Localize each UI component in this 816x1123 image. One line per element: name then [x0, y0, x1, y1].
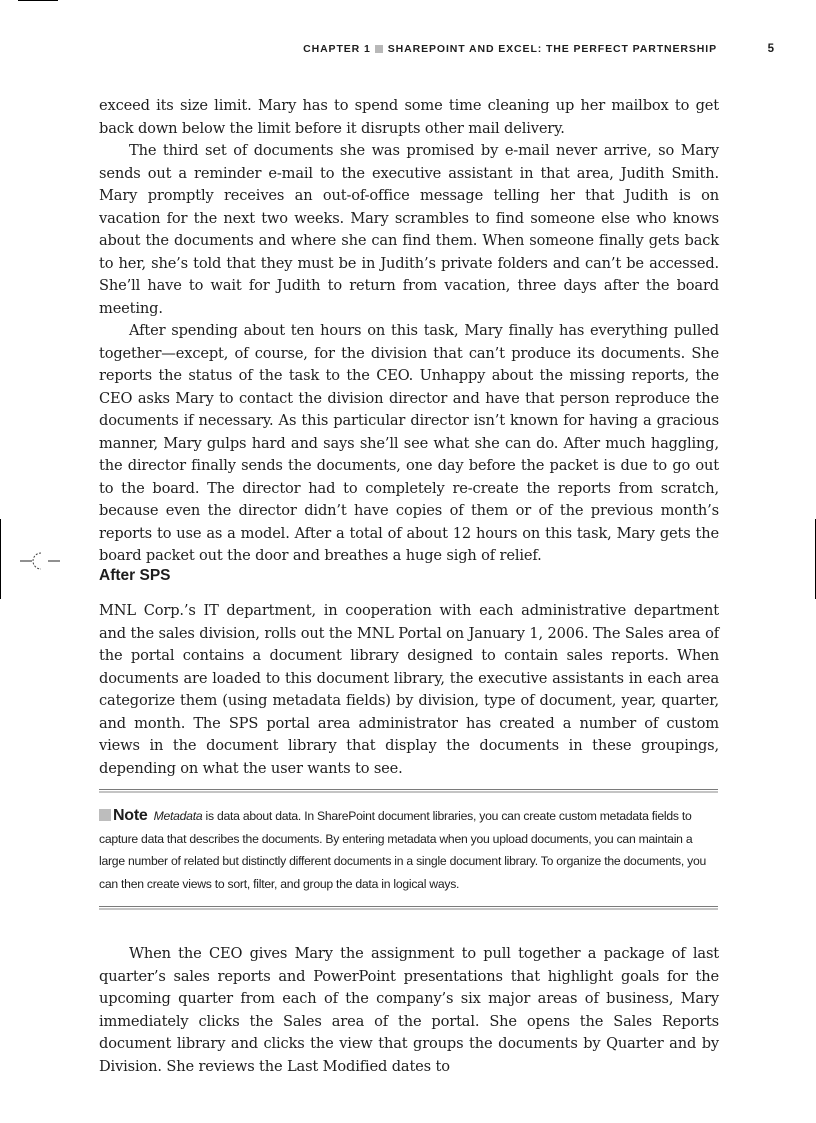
note-term: Metadata	[153, 809, 203, 823]
page-number: 5	[767, 43, 774, 55]
body-text-bottom	[99, 943, 719, 1078]
paragraph: After spending about ten hours on this task, Mary finally has everything pulled together—except, of course, for the division that can’t produce its documents. She reports the status of the task to the CEO. Unhappy about the missing reports, the CEO asks Mary to contact the division director and have that person reproduce the documents if necessary. As this particular director isn’t known for having a gracious manner, Mary gulps hard and says she’ll see what she can do. After much haggling, the director finally sends the documents, one day before the packet is due to go out to the board. The director had to completely re-create the reports from scratch, because even the director didn’t have copies of them or of the previous month’s reports to use as a model. After a total of about 12 hours on this task, Mary gets the board packet out the door and breathes a huge sigh of relief.	[99, 322, 719, 564]
registration-mark-icon	[20, 548, 60, 578]
crop-mark-top-left	[18, 0, 58, 1]
body-text-top	[99, 95, 719, 568]
section-heading: After SPS	[99, 567, 171, 584]
note-square-icon	[99, 809, 111, 821]
separator-square-icon	[375, 45, 383, 53]
paragraph: MNL Corp.’s IT department, in cooperation with each administrative department and the sales division, rolls out the MNL Portal on January 1, 2006. The Sales area of the portal contains a document library designed to contain sales reports. When documents are loaded to this document library, the executive assistants in each area categorize them (using metadata fields) by division, type of document, year, quarter, and month. The SPS portal area administrator has created a number of custom views in the document library that display the documents in these groupings, depending on what the user wants to see.	[99, 602, 719, 777]
note-label: Note	[113, 807, 148, 824]
paragraph: When the CEO gives Mary the assignment to pull together a package of last quarter’s sales reports and PowerPoint presentations that highlight goals for the upcoming quarter from each of the company’s six major areas of business, Mary immediately clicks the Sales area of the portal. She opens the Sales Reports document library and clicks the view that groups the documents by Quarter and by Division. She reviews the Last Modified dates to	[99, 945, 719, 1075]
chapter-title: SHAREPOINT AND EXCEL: THE PERFECT PARTNERSHIP	[387, 43, 717, 55]
paragraph: exceed its size limit. Mary has to spend some time cleaning up her mailbox to get back down below the limit before it disrupts other mail delivery.	[99, 97, 719, 137]
chapter-label: CHAPTER 1	[303, 43, 371, 55]
note-block	[99, 805, 719, 895]
paragraph: The third set of documents she was promised by e-mail never arrive, so Mary sends out a reminder e-mail to the executive assistant in that area, Judith Smith. Mary promptly receives an out-of-office message telling her that Judith is on vacation for the next two weeks. Mary scrambles to find someone else who knows about the documents and where she can find them. When someone finally gets back to her, she’s told that they must be in Judith’s private folders and can’t be accessed. She’ll have to wait for Judith to return from vacation, three days after the board meeting.	[99, 142, 719, 317]
crop-mark-left	[0, 519, 1, 599]
running-header	[99, 43, 717, 59]
note-rule-top	[99, 789, 718, 793]
body-text-section	[99, 600, 719, 780]
note-rule-bottom	[99, 906, 718, 910]
note-text: is data about data. In SharePoint document libraries, you can create custom metadata fields to capture data that describes the documents. By entering metadata when you upload documents, you can maintain a large number of related but distinctly different documents in a single document library. To organize the documents, you can then create views to sort, filter, and group the data in logical ways.	[99, 809, 707, 891]
